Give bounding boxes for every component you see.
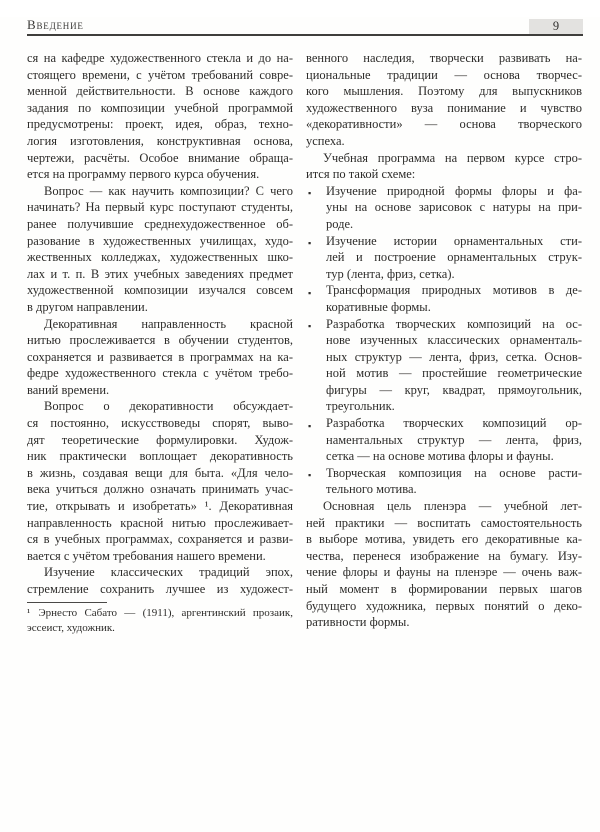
paragraph bbox=[27, 564, 293, 597]
footnote bbox=[27, 602, 293, 637]
text-line: Декоративная направленность красной bbox=[44, 316, 293, 331]
text-line: наментальных структур — лента, фриз, bbox=[326, 432, 582, 447]
text-line: Разработка творческих композиций ор- bbox=[326, 416, 582, 431]
bullet-item bbox=[306, 183, 582, 233]
paragraph bbox=[27, 50, 293, 183]
bullet-item bbox=[306, 316, 582, 416]
bullet-item bbox=[306, 282, 582, 315]
text-line: художественного вуза понимание и чувство bbox=[306, 100, 582, 115]
text-line: сетка — на основе мотива флоры и фауны. bbox=[326, 449, 554, 464]
text-line: ется на программу первого курса обучения. bbox=[27, 167, 260, 182]
text-line: венного наследия, творчески развивать на- bbox=[306, 51, 582, 65]
text-line: будущего художника, первых понятий о деко- bbox=[306, 598, 582, 613]
text-line: ваний времени. bbox=[27, 382, 110, 397]
text-line: тие, открывать и изобретать» ¹. Декоративная bbox=[27, 499, 293, 514]
book-page bbox=[0, 17, 600, 832]
text-line: лей и построение орнаментальных струк- bbox=[326, 250, 582, 265]
text-line: Творческая композиция на основе расти- bbox=[326, 465, 582, 480]
footnote-marker: ¹ bbox=[27, 606, 31, 619]
text-line: циональные традиции — основа творчес- bbox=[306, 67, 582, 82]
right-column bbox=[306, 50, 582, 637]
text-line: ся в учебных программах, сохраняется и разви- bbox=[27, 532, 293, 547]
text-line: менной действительности. В основе каждого bbox=[27, 84, 293, 99]
text-line: века учиться должно означать принимать учас- bbox=[27, 482, 293, 497]
footnote-text: Эрнесто Сабато — (1911), аргентинский прозаик, bbox=[38, 606, 293, 619]
text-line: чертежи, расчёты. Особое внимание обраща- bbox=[27, 150, 293, 165]
text-line: сохраняется и развивается в программах на ка- bbox=[27, 349, 293, 364]
text-line: ней практики — воспитать самостоятельность bbox=[306, 515, 582, 530]
paragraph bbox=[27, 183, 293, 316]
bullet-item bbox=[306, 415, 582, 465]
text-line: роде. bbox=[326, 216, 354, 231]
paragraph bbox=[27, 316, 293, 399]
page-header bbox=[27, 17, 583, 36]
paragraph bbox=[306, 50, 582, 150]
footnote-line bbox=[27, 606, 293, 622]
text-line: лах и т. п. В этих учебных заведениях предмет bbox=[27, 266, 293, 281]
footnote-rule bbox=[27, 602, 107, 603]
text-line: тельного мотива. bbox=[326, 482, 417, 497]
bullet-item bbox=[306, 465, 582, 498]
text-line: ных структур — лента, фриз, сетка. Основ- bbox=[326, 349, 582, 364]
text-line: Вопрос о декоративности обсуждает- bbox=[44, 399, 293, 414]
text-line: ся постоянно, искусствоведы спорят, выво- bbox=[27, 416, 293, 431]
paragraph bbox=[306, 150, 582, 183]
page-number: 9 bbox=[552, 19, 560, 33]
text-line: ранее получившие среднехудожественное об- bbox=[27, 216, 293, 231]
text-line: федре художественного стекла с учётом требо- bbox=[27, 366, 293, 381]
text-line: коративные формы. bbox=[326, 299, 431, 314]
bullet-square-icon: ▪ bbox=[308, 238, 312, 249]
text-line: в другом направлении. bbox=[27, 299, 148, 314]
text-line: в выборе мотива, увидеть его декоративные ка- bbox=[306, 532, 582, 547]
text-line: чества, перенеся изображение на бумагу. Изу- bbox=[306, 548, 582, 563]
text-line: Изучение классических традиций эпох, bbox=[44, 565, 293, 580]
text-line: Учебная программа на первом курсе стро- bbox=[323, 150, 582, 165]
text-line: стоящего времени, с учётом требований совре- bbox=[27, 67, 293, 82]
text-line: предусмотрены: проект, идея, образ, техно- bbox=[27, 117, 293, 132]
left-column-text bbox=[27, 50, 293, 598]
text-line: жественных колледжах, художественных шко- bbox=[27, 250, 293, 265]
section-title: Введение bbox=[27, 17, 84, 32]
text-line: кого мышления. Поэтому для выпускников bbox=[306, 84, 582, 99]
text-line: направленность красной нитью прослеживает- bbox=[27, 515, 293, 530]
right-column-text bbox=[306, 50, 582, 631]
text-line: стремление сохранить лучшее из художест- bbox=[27, 582, 293, 596]
text-line: успеха. bbox=[306, 133, 345, 148]
text-line: логия изготовления, конструктивная основа, bbox=[27, 133, 293, 148]
text-line: ративности формы. bbox=[306, 615, 410, 630]
text-line: художественной композиции изучался совсем bbox=[27, 283, 293, 298]
footnote-line: эссеист, художник. bbox=[27, 622, 115, 635]
text-line: ся на кафедре художественного стекла и до на- bbox=[27, 51, 293, 65]
text-line: фигуры — круг, квадрат, прямоугольник, bbox=[326, 382, 582, 397]
bullet-square-icon: ▪ bbox=[308, 470, 312, 481]
text-line: дят теоретические формулировки. Худож- bbox=[27, 432, 293, 447]
text-line: «декоративности» — основа творческого bbox=[306, 117, 582, 132]
text-line: уны на основе зарисовок с натуры на при- bbox=[326, 200, 582, 215]
paragraph bbox=[27, 398, 293, 564]
text-columns bbox=[27, 50, 583, 637]
text-line: нитью прослеживается в обучении студентов, bbox=[27, 333, 293, 348]
text-line: Основная цель пленэра — учебной лет- bbox=[323, 499, 582, 514]
text-line: чение флоры и фауны на пленэре — очень важ- bbox=[306, 565, 582, 580]
text-line: начинать? На первый курс поступают студенты, bbox=[27, 200, 293, 215]
bullet-square-icon: ▪ bbox=[308, 321, 312, 331]
text-line: нове изученных классических орнаменталь- bbox=[326, 333, 582, 348]
text-line: ный момент в формировании первых шагов bbox=[306, 582, 582, 596]
text-line: задания по композиции учебной программой bbox=[27, 100, 293, 115]
left-column bbox=[27, 50, 293, 637]
bullet-square-icon: ▪ bbox=[308, 420, 312, 431]
bullet-item bbox=[306, 233, 582, 283]
text-line: разование в художественных училищах, худо- bbox=[27, 233, 293, 248]
text-line: ной мотив — простейшие геометрические bbox=[326, 366, 582, 381]
paragraph bbox=[306, 498, 582, 631]
text-line: ник практически воплощает декоративность bbox=[27, 449, 293, 464]
text-line: тур (лента, фриз, сетка). bbox=[326, 266, 455, 281]
text-line: вается с учётом требования нашего времени. bbox=[27, 548, 266, 563]
text-line: Вопрос — как научить композиции? С чего bbox=[44, 183, 293, 198]
text-line: в жизнь, создавая вещи для быта. «Для чело- bbox=[27, 465, 293, 480]
text-line: Разработка творческих композиций на ос- bbox=[326, 316, 582, 331]
text-line: Изучение истории орнаментальных сти- bbox=[326, 233, 582, 248]
text-line: треугольник. bbox=[326, 399, 395, 414]
text-line: Трансформация природных мотивов в де- bbox=[326, 283, 582, 298]
bullet-square-icon: ▪ bbox=[308, 287, 312, 298]
text-line: Изучение природной формы флоры и фа- bbox=[326, 183, 582, 198]
bullet-square-icon: ▪ bbox=[308, 188, 312, 199]
page-number-badge bbox=[529, 19, 583, 34]
text-line: ится по такой схеме: bbox=[306, 167, 416, 182]
